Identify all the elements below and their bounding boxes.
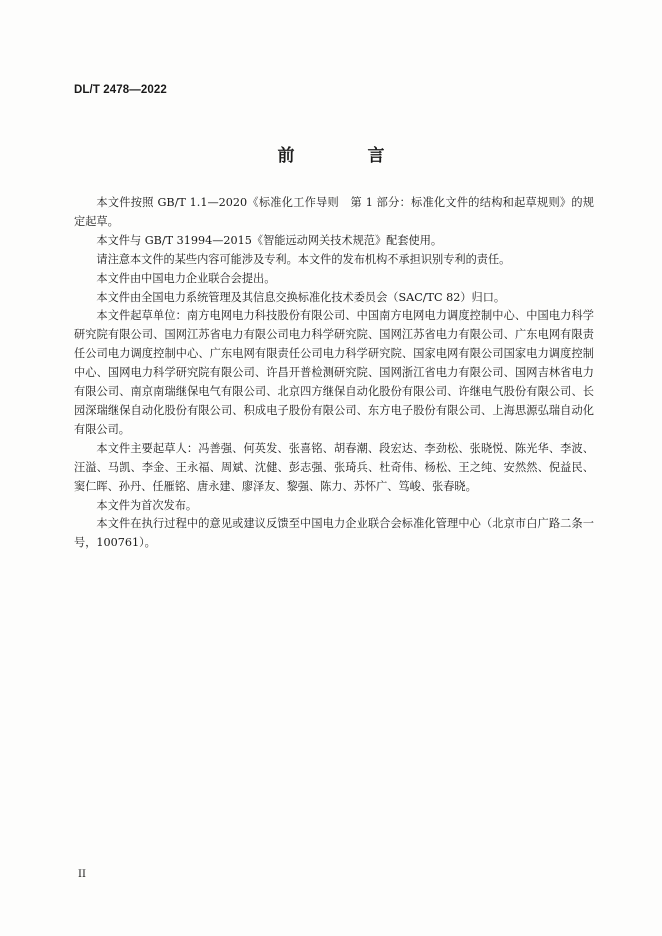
paragraph-drafting-rules: 本文件按照 GB/T 1.1—2020《标准化工作导则 第 1 部分：标准化文件的结构和起草规则》的规定起草。 bbox=[74, 196, 594, 228]
paragraph-drafting-units: 本文件起草单位：南方电网电力科技股份有限公司、中国南方电网电力调度控制中心、中国电力科学研究院有限公司、国网江苏省电力有限公司电力科学研究院、国网江苏省电力有限公司、广东电网有限责任公司电力调度控制中心、广东电网有限责任公司电力科学研究院、国家电网有限公司国家电力调度控制中心、国网电力科学研究院有限公司、许昌开普检测研究院、国网浙江省电力有限公司、国网吉林省电力有限公司、南京南瑞继保电气有限公司、北京四方继保自动化股份有限公司、许继电气股份有限公司、长园深瑞继保自动化股份有限公司、积成电子股份有限公司、东方电子股份有限公司、上海思源弘瑞自动化有限公司。 bbox=[74, 309, 594, 436]
page-number: II bbox=[78, 869, 86, 880]
foreword-body bbox=[74, 194, 594, 553]
paragraph-feedback: 本文件在执行过程中的意见或建议反馈至中国电力企业联合会标准化管理中心（北京市白广路二条一号，100761）。 bbox=[74, 517, 594, 550]
document-code: DL/T 2478—2022 bbox=[74, 84, 167, 96]
paragraph-committee: 本文件由全国电力系统管理及其信息交换标准化技术委员会（SAC/TC 82）归口。 bbox=[96, 290, 506, 304]
paragraph-drafters: 本文件主要起草人：冯善强、何英发、张喜铭、胡春潮、段宏达、李劲松、张晓悦、陈光华、李波、汪溢、马凯、李金、王永福、周斌、沈健、彭志强、张琦兵、杜奇伟、杨松、王之纯、安然然、倪益民、窦仁晖、孙丹、任雁铭、唐永建、廖泽友、黎强、陈力、苏怀广、笃峻、张春晓。 bbox=[74, 441, 594, 493]
section-title: 前 言 bbox=[277, 146, 413, 166]
paragraph-first-release: 本文件为首次发布。 bbox=[96, 498, 198, 512]
paragraph-patent-notice: 请注意本文件的某些内容可能涉及专利。本文件的发布机构不承担识别专利的责任。 bbox=[96, 252, 511, 266]
paragraph-companion-standard: 本文件与 GB/T 31994—2015《智能远动网关技术规范》配套使用。 bbox=[96, 233, 443, 247]
paragraph-proposer: 本文件由中国电力企业联合会提出。 bbox=[96, 271, 276, 285]
